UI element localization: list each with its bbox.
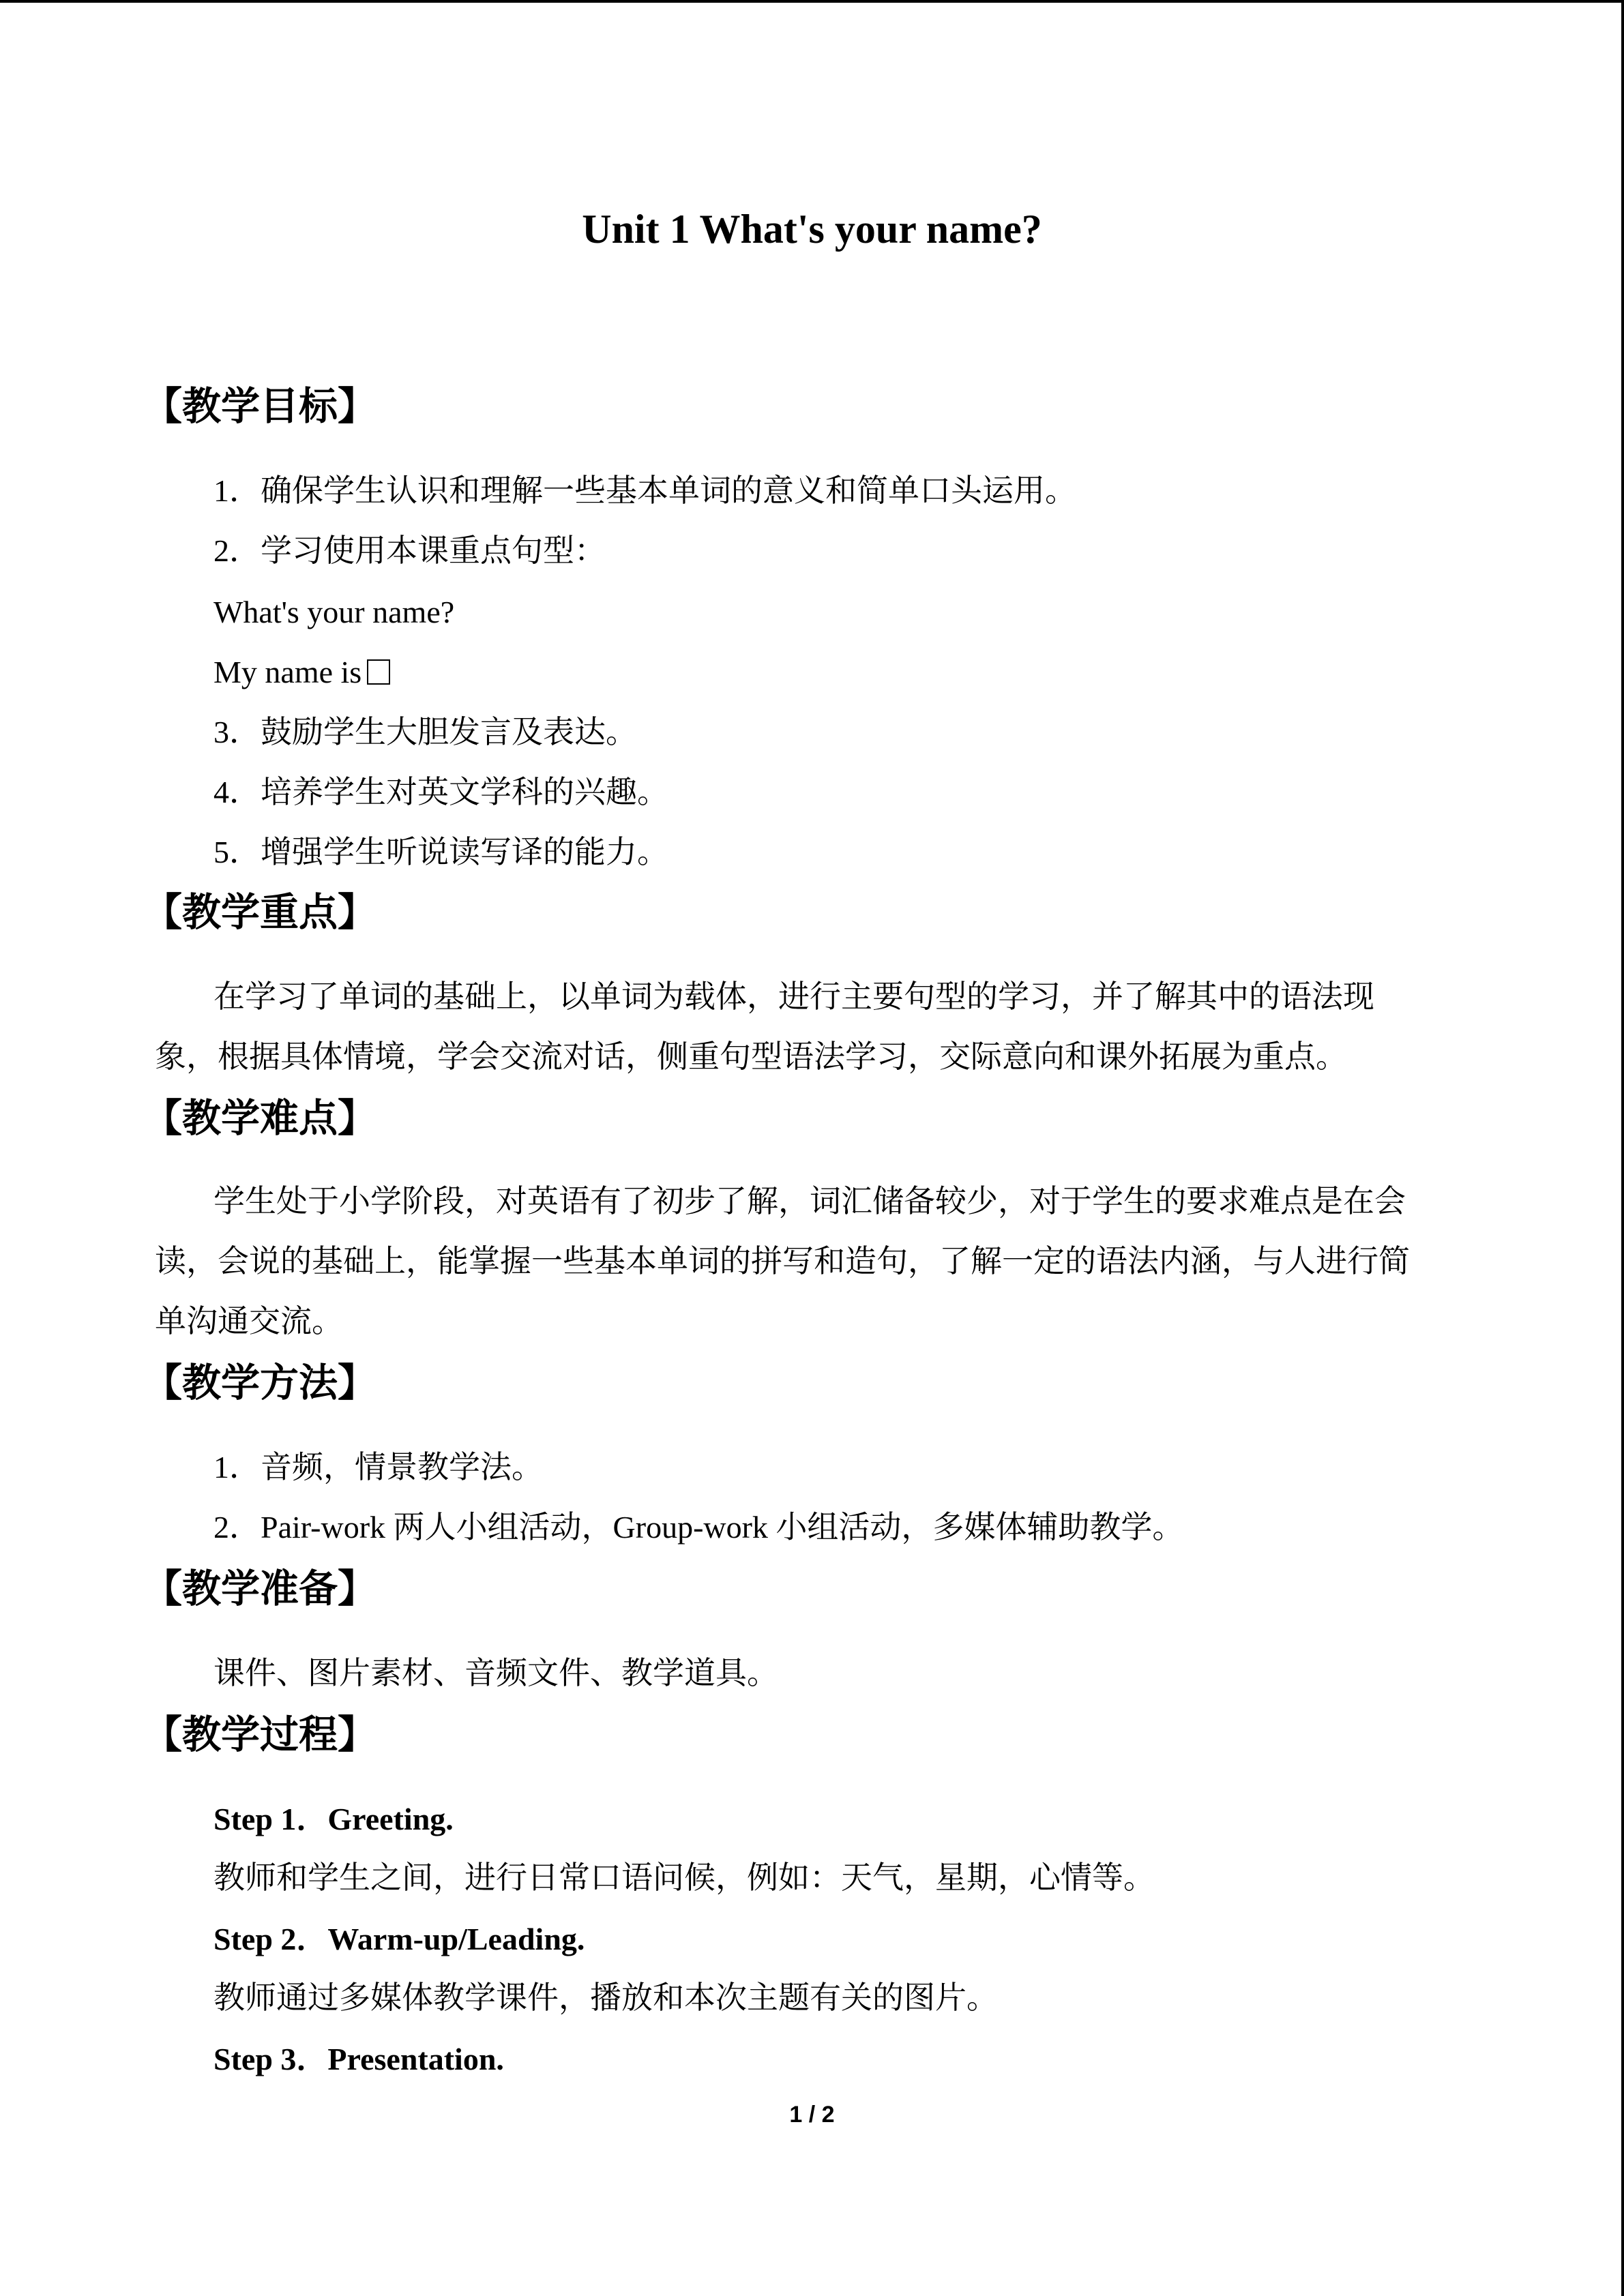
objective-item: 5．增强学生听说读写译的能力。: [213, 835, 668, 869]
heading-process: 【教学过程】: [143, 1712, 377, 1757]
objective-item: 2．学习使用本课重点句型：: [213, 533, 606, 568]
method-item: 2．Pair-work 两人小组活动，Group-work 小组活动，多媒体辅助教学。: [213, 1510, 1184, 1545]
objective-item: What's your name?: [213, 595, 455, 629]
step-text: 教师和学生之间，进行日常口语问候，例如：天气，星期，心情等。: [213, 1860, 1155, 1895]
step-title: Step 3．Presentation.: [213, 2042, 504, 2076]
step-title: Step 2．Warm-up/Leading.: [213, 1922, 585, 1956]
objective-item: 3．鼓励学生大胆发言及表达。: [213, 715, 637, 749]
page-border-top: [0, 0, 1624, 3]
objective-item: 1．确保学生认识和理解一些基本单词的意义和简单口头运用。: [213, 473, 1076, 508]
preparation-text: 课件、图片素材、音频文件、教学道具。: [213, 1656, 778, 1690]
difficulties-line: 读，会说的基础上，能掌握一些基本单词的拼写和造句，了解一定的语法内涵，与人进行简: [155, 1244, 1410, 1279]
placeholder-box-icon: [367, 659, 390, 685]
objective-item: 4．培养学生对英文学科的兴趣。: [213, 775, 668, 809]
heading-key-points: 【教学重点】: [143, 890, 377, 935]
difficulties-line: 单沟通交流。: [155, 1304, 343, 1339]
heading-objectives: 【教学目标】: [143, 384, 377, 429]
step-text: 教师通过多媒体教学课件，播放和本次主题有关的图片。: [213, 1980, 998, 2015]
heading-difficulties: 【教学难点】: [143, 1096, 377, 1141]
key-points-line: 象，根据具体情境，学会交流对话，侧重句型语法学习，交际意向和课外拓展为重点。: [155, 1039, 1347, 1074]
step-title: Step 1．Greeting.: [213, 1802, 454, 1836]
heading-preparation: 【教学准备】: [143, 1566, 377, 1611]
method-item: 1．音频，情景教学法。: [213, 1450, 543, 1485]
objective-item: [213, 653, 390, 691]
key-points-line: 在学习了单词的基础上，以单词为载体，进行主要句型的学习，并了解其中的语法现: [213, 979, 1374, 1014]
document-title: Unit 1 What's your name?: [582, 207, 1042, 252]
page-border-right: [1621, 0, 1624, 2296]
heading-methods: 【教学方法】: [143, 1360, 377, 1405]
page-number: 1 / 2: [789, 2102, 835, 2128]
difficulties-line: 学生处于小学阶段，对英语有了初步了解，词汇储备较少，对于学生的要求难点是在会: [213, 1184, 1406, 1219]
objective-sentence: My name is: [213, 655, 362, 689]
